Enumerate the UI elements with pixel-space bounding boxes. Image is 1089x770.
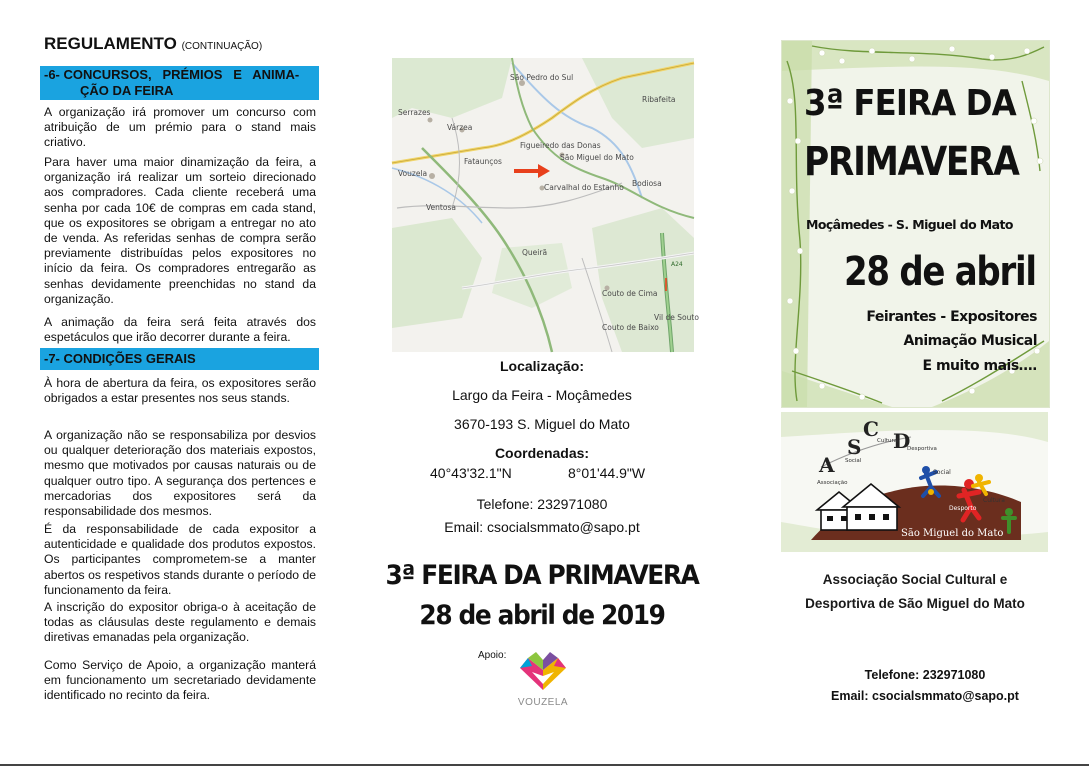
location-label: Localização: (499, 358, 585, 374)
logo-word: Social (933, 469, 951, 476)
map-label: São Miguel do Mato (560, 153, 634, 162)
map-label: São Pedro do Sul (510, 73, 574, 82)
section-7-header: -7- CONDIÇÕES GERAIS (40, 348, 319, 370)
association-name-1: Associação Social Cultural e (822, 572, 1008, 587)
event-title: 3ª FEIRA DA PRIMAVERA (385, 560, 699, 591)
s7-paragraph-4: A inscrição do expositor obriga-o à aceitação de todas as cláusulas deste regulamento e demais diretivas emanadas pela organização. (44, 600, 316, 645)
s6-paragraph-3: A animação da feira será feita através dos espetáculos que irão decorrer durante a feira. (44, 315, 316, 345)
latitude: 40°43'32.1"N (430, 465, 512, 481)
logo-letter-a: A (819, 453, 835, 477)
logo-word: Desportiva (907, 446, 937, 452)
address-line-1: Largo da Feira - Moçâmedes (452, 387, 632, 403)
association-logo-graphic (781, 412, 1048, 552)
logo-word: Cultural (877, 438, 899, 444)
map-label: Carvalhal do Estanho (544, 183, 624, 192)
map-label: Couto de Cima (602, 289, 658, 298)
vouzela-logo (508, 648, 578, 706)
coordinates-label: Coordenadas: (494, 445, 590, 461)
highway-label: A24 (671, 261, 683, 268)
right-email: Email: csocialsmmato@sapo.pt (831, 689, 1019, 703)
sponsor-name: VOUZELA (517, 697, 569, 708)
s6-paragraph-2: Para haver uma maior dinamização da feira, a organização irá realizar um sorteio direcionado aos compradores. Cada cliente receberá uma senha por cada 10€ de compras em cada stand, que os expositores se obrigam a entregar no ato de venda. As referidas senhas de compra serão previamente distribuídas pelos expositores no início da feira. Os compradores entregarão as senhas devidamente preenchidas no stand da organização. (44, 155, 316, 306)
map-label: Fataunços (464, 157, 502, 166)
map-label: Ribafeita (642, 95, 676, 104)
s6-paragraph-1: A organização irá promover um concurso com atribuição de um prémio para o stand mais criativo. (44, 105, 316, 150)
section-6-title-2: ÇÃO DA FEIRA (80, 83, 174, 98)
map-graphic (392, 58, 699, 352)
s7-paragraph-1: À hora de abertura da feira, os expositores serão obrigados a estar presentes nos seus stands. (44, 376, 316, 406)
event-date: 28 de abril de 2019 (419, 600, 665, 631)
logo-word: Cultura (983, 497, 1005, 504)
association-logo (781, 412, 1048, 552)
location-map (392, 58, 699, 352)
logo-place-name: São Miguel do Mato (901, 528, 1004, 539)
section-6-header (40, 66, 319, 100)
middle-phone: Telefone: 232971080 (476, 496, 608, 512)
map-label: Ventosa (426, 203, 456, 212)
poster-title-1: 3ª FEIRA DA (804, 83, 1016, 124)
s7-paragraph-5: Como Serviço de Apoio, a organização manterá em funcionamento um secretariado devidamente identificado no recinto da feira. (44, 658, 316, 703)
poster-date: 28 de abril (844, 249, 1036, 295)
map-label: Vouzela (398, 169, 428, 178)
map-label: Vil de Souto (654, 313, 699, 322)
poster-place: Moçâmedes - S. Miguel do Mato (806, 217, 1013, 232)
poster-sub-1: Feirantes - Expositores (866, 309, 1037, 325)
logo-letter-s: S (847, 435, 862, 459)
right-phone: Telefone: 232971080 (864, 668, 986, 682)
regulation-title (44, 34, 262, 54)
map-label: Figueiredo das Donas (520, 141, 601, 150)
longitude: 8°01'44.9"W (568, 465, 646, 481)
poster-sub-3: E muito mais…. (922, 358, 1037, 374)
logo-word: Desporto (949, 505, 977, 512)
poster-title-2: PRIMAVERA (804, 139, 1019, 185)
section-6-title-1: -6- CONCURSOS, PRÉMIOS E ANIMA- (44, 67, 300, 82)
page-bottom-rule (0, 764, 1089, 766)
logo-word: Social (845, 458, 862, 464)
heart-logo-icon (508, 648, 578, 692)
map-label: Serrazes (398, 108, 431, 117)
association-name-2: Desportiva de São Miguel do Mato (805, 596, 1025, 611)
logo-letter-d: D (893, 429, 911, 453)
regulation-title-sub: (CONTINUAÇÃO) (181, 41, 263, 52)
middle-email: Email: csocialsmmato@sapo.pt (444, 519, 640, 535)
apoio-label: Apoio: (478, 650, 507, 661)
regulation-title-text: REGULAMENTO (44, 34, 177, 53)
poster-sub-2: Animação Musical (903, 333, 1037, 349)
logo-word: Associação (817, 480, 848, 486)
event-poster (781, 40, 1050, 408)
s7-paragraph-3: É da responsabilidade de cada expositor a autenticidade e qualidade dos produtos expostos. Os participantes comprometem-se a manter abertos os respetivos stands durante o período de funcionamento da feira. (44, 522, 316, 597)
address-line-2: 3670-193 S. Miguel do Mato (454, 416, 630, 432)
map-label: Queirã (522, 248, 548, 257)
map-label: Couto de Baixo (602, 323, 659, 332)
logo-letter-c: C (863, 417, 879, 441)
map-label: Bodiosa (632, 179, 662, 188)
map-label: Várzea (447, 123, 473, 132)
s7-paragraph-2: A organização não se responsabiliza por desvios ou qualquer deterioração dos materiais expostos, mesmo que motivados por causas naturais ou de qualquer outro tipo. A segurança dos pertences e mercadorias dos expositores será da responsabilidade dos mesmos. (44, 428, 316, 519)
